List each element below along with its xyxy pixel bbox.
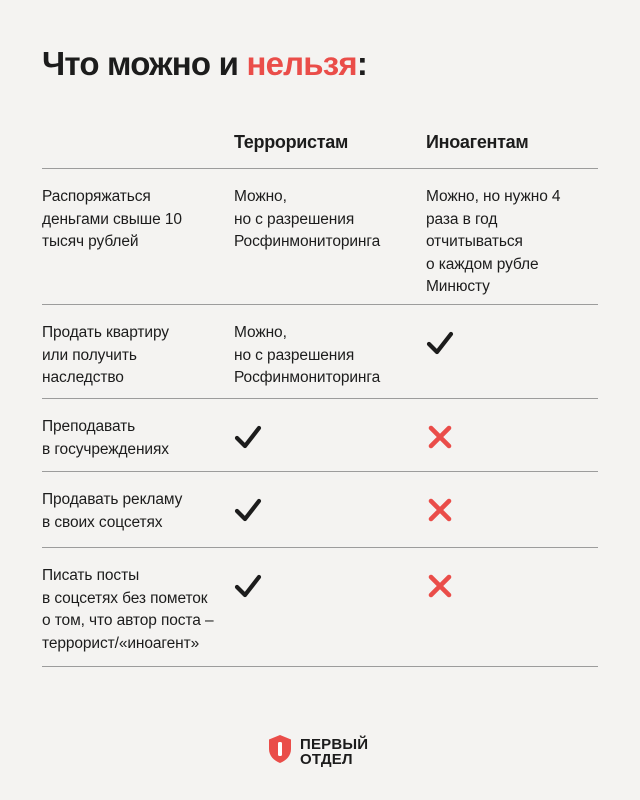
logo-text: ПЕРВЫЙ ОТДЕЛ bbox=[300, 735, 369, 768]
cross-icon bbox=[426, 423, 454, 451]
row-action: Преподавать в госучреждениях bbox=[42, 418, 169, 458]
terrorists-cell: Можно, но с разрешения Росфинмониторинга bbox=[234, 324, 381, 386]
terrorists-cell: Можно, но с разрешения Росфинмониторинга bbox=[234, 188, 381, 250]
cross-icon bbox=[426, 572, 454, 600]
foreign-agents-cell: Можно, но нужно 4 раза в год отчитываться о каждом рубле Минюсту bbox=[426, 188, 561, 295]
row-action: Продать квартиру или получить наследство bbox=[42, 324, 169, 386]
table-row bbox=[42, 472, 598, 548]
header-terrorists: Террористам bbox=[234, 132, 349, 152]
comparison-table bbox=[42, 126, 598, 667]
table-row bbox=[42, 548, 598, 667]
check-icon bbox=[234, 572, 262, 600]
header-foreign-agents: Иноагентам bbox=[426, 132, 529, 152]
title-part2: : bbox=[356, 45, 368, 82]
table-row bbox=[42, 305, 598, 399]
table-header bbox=[42, 126, 598, 169]
table-row bbox=[42, 399, 598, 472]
logo bbox=[268, 734, 368, 769]
check-icon bbox=[426, 329, 454, 357]
title-part1: Что можно и bbox=[42, 45, 247, 82]
title-accent: нельзя bbox=[246, 45, 357, 82]
row-action: Продавать рекламу в своих соцсетях bbox=[42, 491, 183, 531]
cross-icon bbox=[426, 496, 454, 524]
check-icon bbox=[234, 423, 262, 451]
table-row bbox=[42, 169, 598, 305]
check-icon bbox=[234, 496, 262, 524]
shield-icon bbox=[268, 734, 292, 769]
row-action: Распоряжаться деньгами свыше 10 тысяч рублей bbox=[42, 188, 182, 250]
page-title bbox=[42, 46, 367, 82]
row-action: Писать посты в соцсетях без пометок о том, что автор поста – террорист/«иноагент» bbox=[42, 567, 214, 652]
